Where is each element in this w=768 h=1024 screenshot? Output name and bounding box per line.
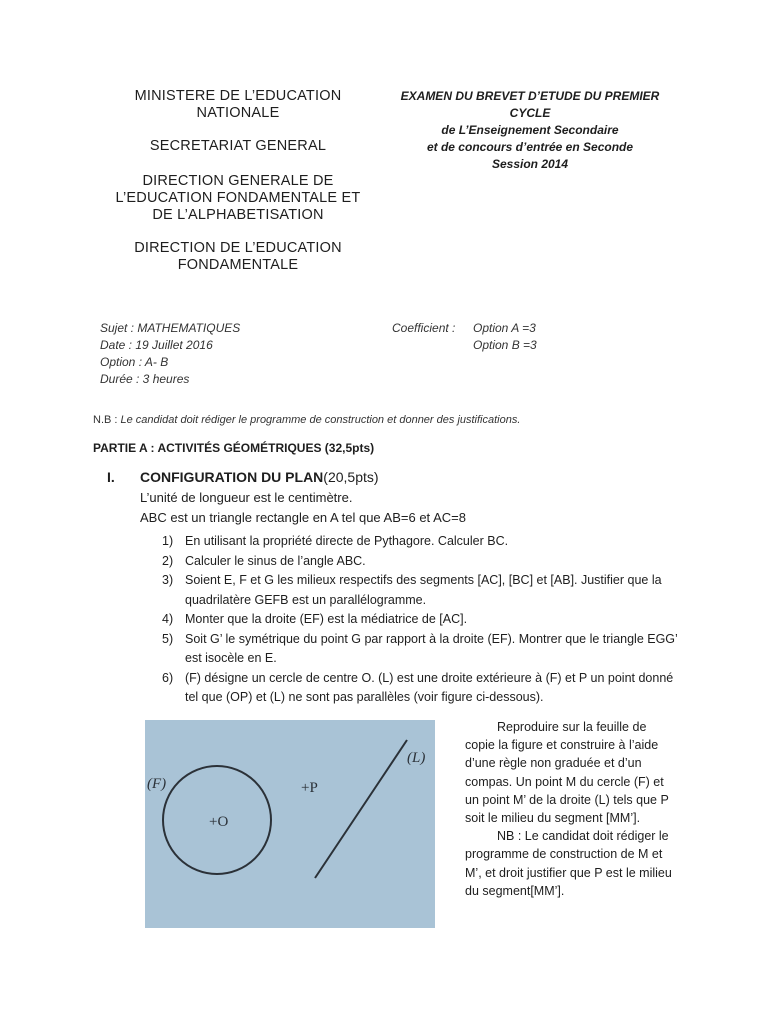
question-item <box>162 552 682 572</box>
question-list <box>162 532 682 708</box>
exam-date: Date : 19 Juillet 2016 <box>100 338 213 352</box>
question-text: Calculer le sinus de l’angle ABC. <box>185 553 366 568</box>
coefficient-label: Coefficient : <box>392 321 456 335</box>
question-number: 5) <box>162 631 174 646</box>
exam-option: Option : A- B <box>100 355 169 369</box>
exam-title-line: CYCLE <box>509 106 551 120</box>
coefficient-option-b: Option B =3 <box>473 338 537 352</box>
section-points: (20,5pts) <box>323 469 379 485</box>
question-number: 4) <box>162 612 174 626</box>
nb-text: Le candidat doit rédiger le programme de construction et donner des justifications. <box>120 414 521 426</box>
exam-title-line: de L’Enseignement Secondaire <box>441 123 619 137</box>
section-title-text: CONFIGURATION DU PLAN <box>140 469 324 485</box>
label-point-p: +P <box>301 780 318 796</box>
instruction-paragraph: Reproduire sur la feuille de copie la figure et construire à l’aide d’une règle non graduée et d’un compas. Un point M du cercle (F) et un point M’ de la droite (L) tels que P soit le milieu du segment [MM’]. <box>465 720 669 826</box>
nb-note <box>93 414 520 426</box>
coefficient-option-a: Option A =3 <box>473 321 536 335</box>
secretariat: SECRETARIAT GENERAL <box>149 138 327 154</box>
question-number: 6) <box>162 670 174 685</box>
section-intro <box>140 488 466 527</box>
question-item <box>162 630 682 669</box>
question-item <box>162 532 682 552</box>
question-number: 2) <box>162 553 174 568</box>
exam-title-line: et de concours d’entrée en Seconde <box>426 140 634 154</box>
exam-meta <box>100 320 240 388</box>
subject: Sujet : MATHEMATIQUES <box>100 321 241 335</box>
label-line-l: (L) <box>407 750 426 766</box>
nb-label: N.B : <box>93 414 121 426</box>
exam-header <box>372 88 688 173</box>
question-item <box>162 571 682 610</box>
section-number: I. <box>107 469 115 485</box>
question-text: En utilisant la propriété directe de Pythagore. Calculer BC. <box>185 534 509 548</box>
coefficient-values <box>473 320 537 354</box>
exam-session: Session 2014 <box>491 157 569 171</box>
question-text: Monter que la droite (EF) est la médiatrice de [AC]. <box>185 612 468 626</box>
partie-title: PARTIE A : ACTIVITÉS GÉOMÉTRIQUES (32,5pts) <box>93 441 375 455</box>
figure-instructions <box>465 718 677 900</box>
question-item <box>162 669 682 708</box>
direction-generale: DIRECTION GENERALE DE L’EDUCATION FONDAMENTALE ET DE L’ALPHABETISATION <box>115 173 361 223</box>
question-item <box>162 610 682 630</box>
section-title <box>140 469 379 485</box>
exam-duration: Durée : 3 heures <box>100 372 190 386</box>
label-circle-f: (F) <box>147 776 167 792</box>
line-l <box>315 740 407 878</box>
ministry-header <box>108 88 368 290</box>
question-text: Soit G’ le symétrique du point G par rapport à la droite (EF). Montrer que le triangle EGG’ est isocèle en E. <box>185 631 678 665</box>
intro-unit: L’unité de longueur est le centimètre. <box>140 490 353 505</box>
question-number: 1) <box>162 534 174 548</box>
question-number: 3) <box>162 573 174 587</box>
geometry-figure <box>145 720 435 928</box>
question-text: Soient E, F et G les milieux respectifs des segments [AC], [BC] et [AB]. Justifier que la quadrilatère GEFB est un parallélogramme. <box>185 573 662 607</box>
question-text: (F) désigne un cercle de centre O. (L) est une droite extérieure à (F) et P un point donné tel que (OP) et (L) ne sont pas parallèles (voir figure ci-dessous). <box>185 670 674 704</box>
exam-title-line: EXAMEN DU BREVET D’ETUDE DU PREMIER <box>400 89 660 103</box>
ministry-name: MINISTERE DE L’EDUCATION NATIONALE <box>134 88 342 121</box>
label-center-o: +O <box>209 814 229 830</box>
direction-education: DIRECTION DE L’EDUCATION FONDAMENTALE <box>134 240 342 273</box>
nb-paragraph: NB : Le candidat doit rédiger le programme de construction de M et M’, et droit justifier que P est le milieu du segment[MM’]. <box>465 829 672 898</box>
figure-drawing <box>145 720 435 928</box>
intro-triangle: ABC est un triangle rectangle en A tel que AB=6 et AC=8 <box>140 509 466 525</box>
